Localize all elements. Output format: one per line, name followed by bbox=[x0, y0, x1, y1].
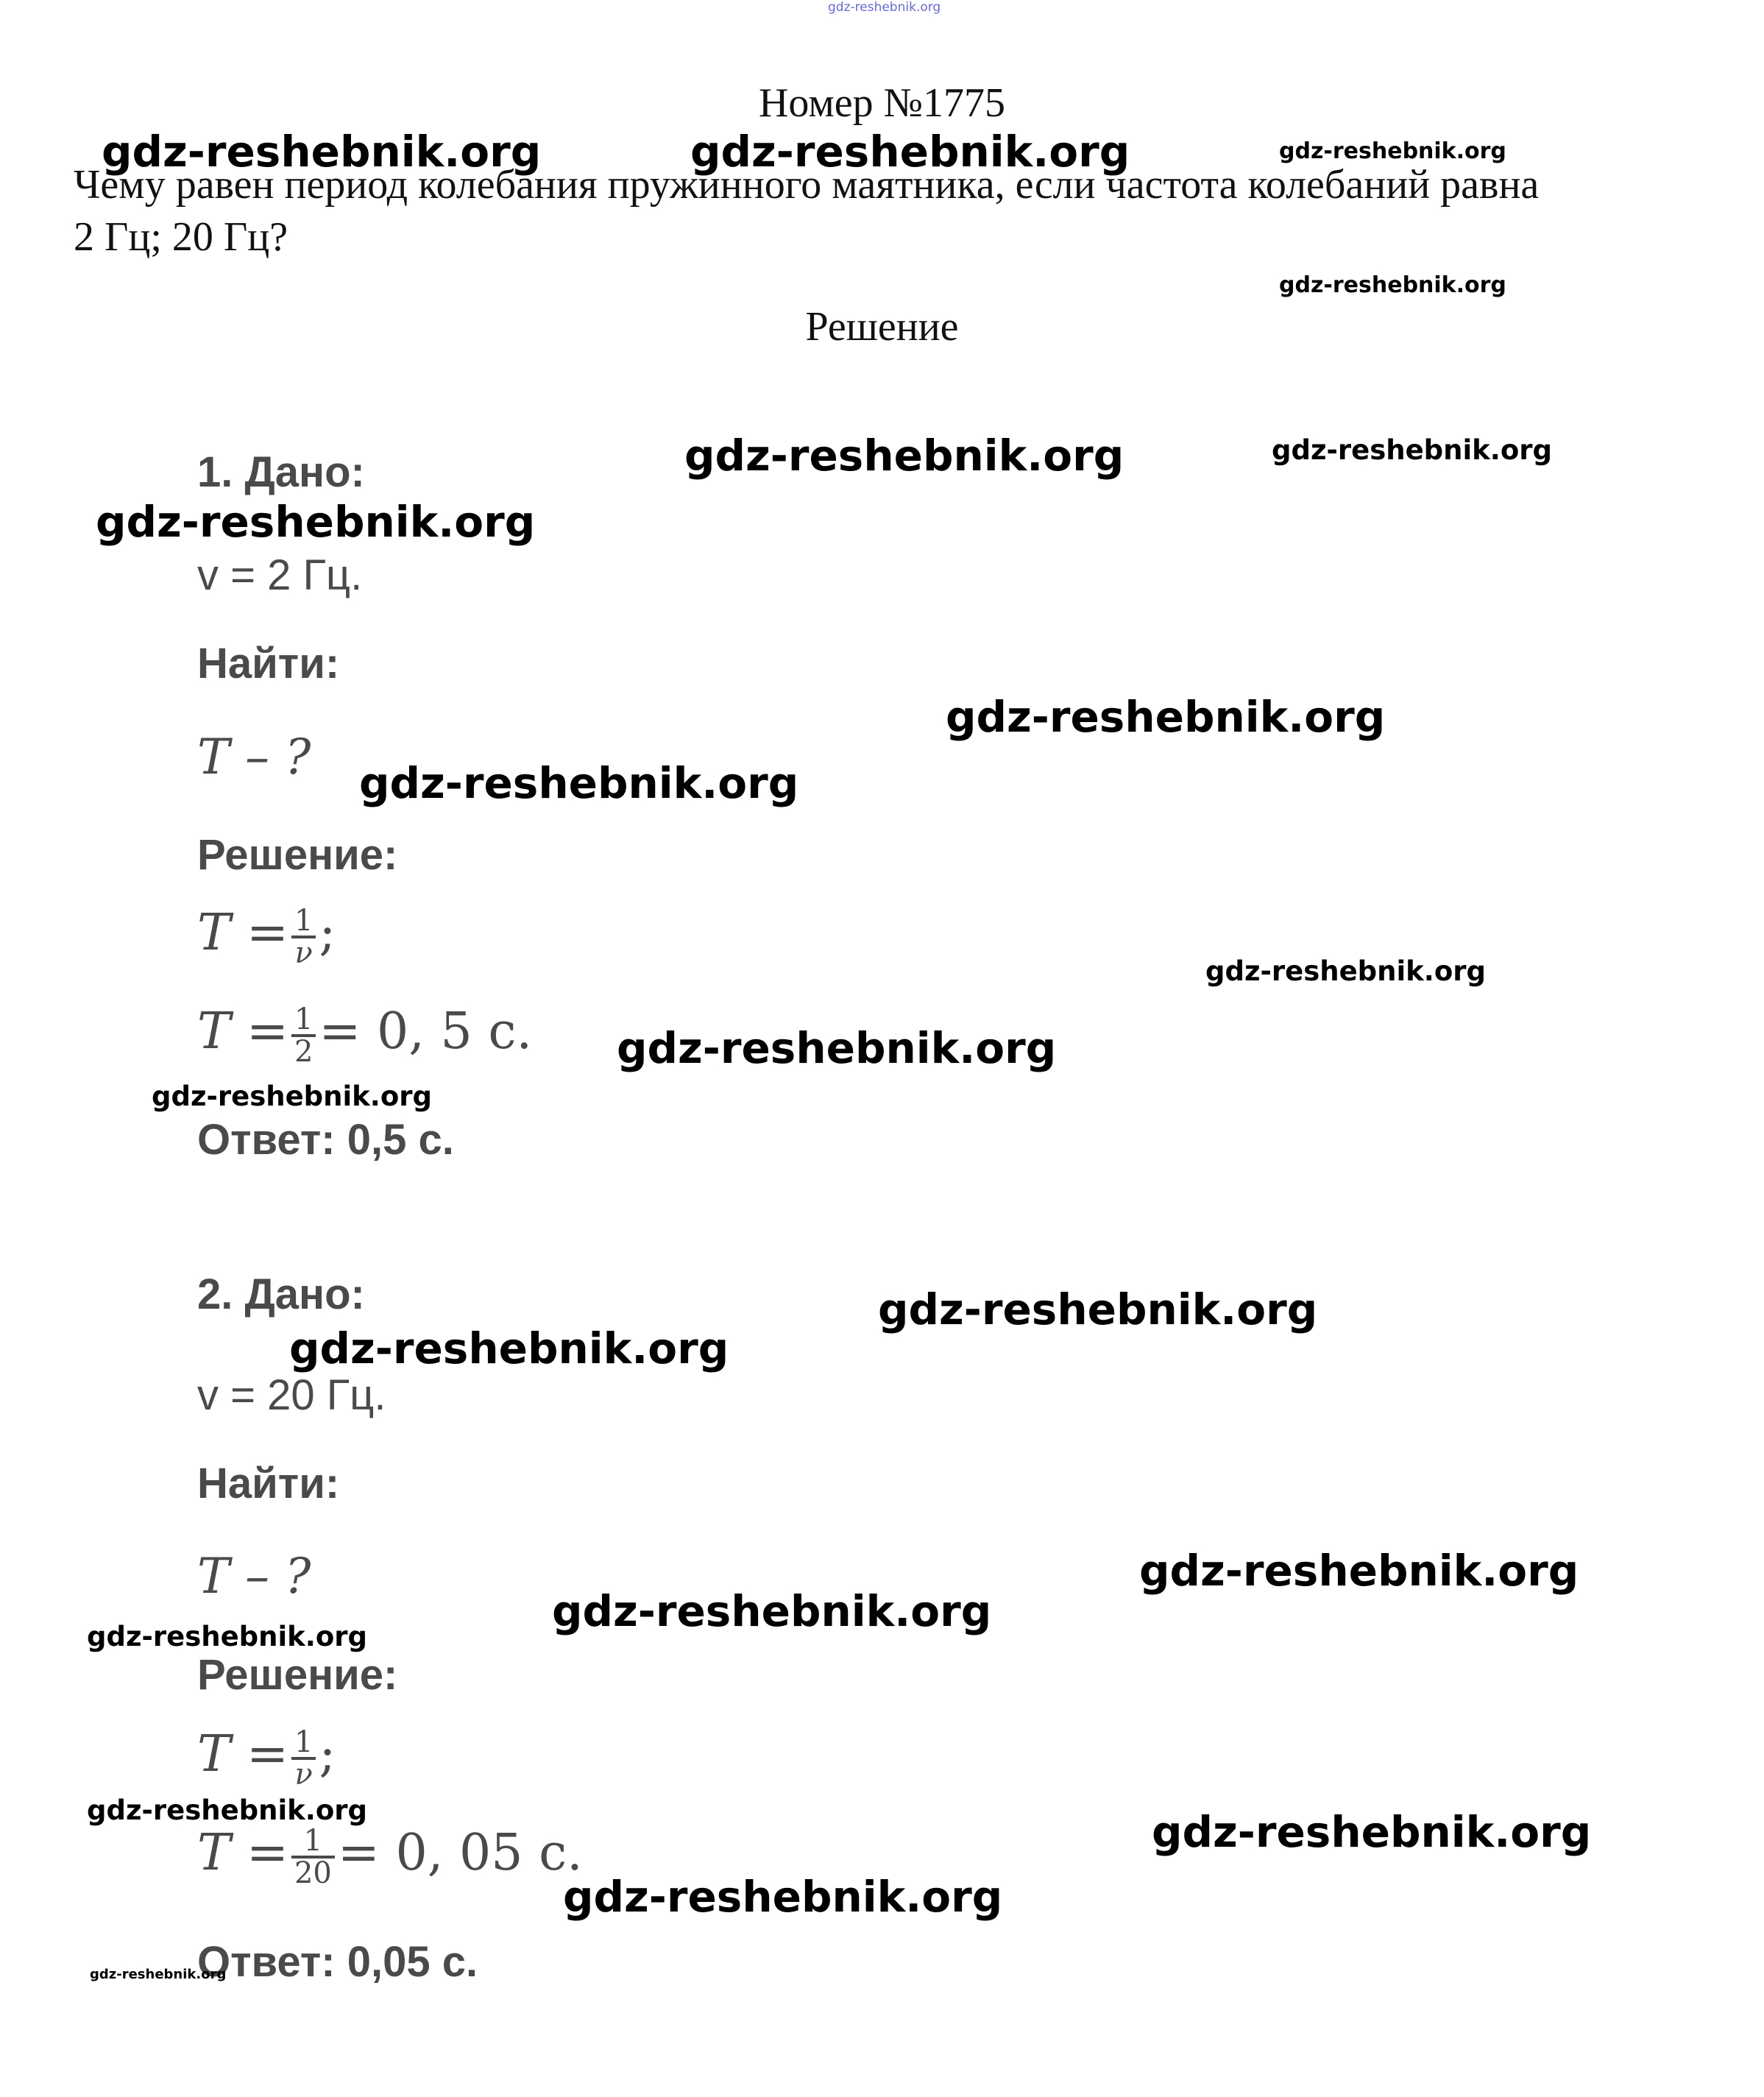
part2-formula bbox=[197, 1725, 336, 1792]
fraction-denominator: ν bbox=[294, 936, 313, 970]
fraction-denominator: 20 bbox=[294, 1856, 332, 1890]
part1-formula bbox=[197, 904, 336, 968]
calc-fraction bbox=[291, 1823, 335, 1890]
fraction-numerator: 1 bbox=[291, 1826, 335, 1859]
part1-given-value: v = 2 Гц. bbox=[197, 551, 363, 599]
part2-solution-label: Решение: bbox=[197, 1651, 398, 1699]
watermark: gdz-reshebnik.org bbox=[1152, 1807, 1592, 1857]
part1-calculation bbox=[197, 1002, 532, 1067]
part2-calculation bbox=[197, 1824, 583, 1888]
calc-lhs: T = bbox=[197, 1824, 288, 1882]
watermark: gdz-reshebnik.org bbox=[878, 1284, 1318, 1334]
formula-lhs: T = bbox=[197, 1725, 288, 1783]
part1-answer: Ответ: 0,5 с. bbox=[197, 1116, 454, 1164]
fraction-denominator: 2 bbox=[294, 1034, 314, 1069]
watermark: gdz-reshebnik.org bbox=[690, 127, 1130, 177]
fraction-numerator: 1 bbox=[291, 906, 316, 938]
watermark: gdz-reshebnik.org bbox=[684, 431, 1124, 481]
formula-fraction bbox=[291, 903, 316, 970]
part2-given-value: v = 20 Гц. bbox=[197, 1371, 386, 1419]
watermark: gdz-reshebnik.org bbox=[1279, 138, 1506, 164]
watermark: gdz-reshebnik.org bbox=[552, 1586, 992, 1636]
formula-lhs: T = bbox=[197, 904, 288, 962]
watermark: gdz-reshebnik.org bbox=[359, 758, 799, 808]
watermark: gdz-reshebnik.org bbox=[87, 1794, 367, 1826]
watermark: gdz-reshebnik.org bbox=[563, 1872, 1003, 1922]
fraction-denominator: ν bbox=[294, 1757, 313, 1792]
part1-find-label: Найти: bbox=[197, 640, 340, 687]
part2-find-label: Найти: bbox=[197, 1460, 340, 1507]
fraction-numerator: 1 bbox=[291, 1728, 316, 1760]
formula-fraction bbox=[291, 1725, 316, 1792]
top-watermark: gdz-reshebnik.org bbox=[828, 0, 941, 15]
watermark: gdz-reshebnik.org bbox=[87, 1621, 367, 1652]
watermark: gdz-reshebnik.org bbox=[1279, 272, 1506, 298]
part2-given-label: 2. Дано: bbox=[197, 1270, 365, 1318]
watermark: gdz-reshebnik.org bbox=[946, 692, 1386, 742]
watermark: gdz-reshebnik.org bbox=[90, 1967, 227, 1982]
watermark: gdz-reshebnik.org bbox=[1139, 1546, 1579, 1596]
watermark: gdz-reshebnik.org bbox=[102, 127, 542, 177]
formula-tail: ; bbox=[319, 1725, 336, 1783]
part1-solution-label: Решение: bbox=[197, 831, 398, 879]
watermark: gdz-reshebnik.org bbox=[289, 1323, 729, 1373]
formula-tail: ; bbox=[319, 904, 336, 962]
calc-fraction bbox=[291, 1002, 316, 1069]
problem-question: Чему равен период колебания пружинного маятника, если частота колебаний равна 2 Гц; 20 Гц? bbox=[74, 162, 1540, 260]
calc-result: = 0, 05 с. bbox=[337, 1824, 583, 1882]
solution-heading: Решение bbox=[805, 304, 959, 350]
watermark: gdz-reshebnik.org bbox=[152, 1081, 432, 1112]
fraction-numerator: 1 bbox=[291, 1005, 316, 1037]
watermark: gdz-reshebnik.org bbox=[96, 497, 536, 547]
part2-answer: Ответ: 0,05 с. bbox=[197, 1938, 478, 1986]
watermark: gdz-reshebnik.org bbox=[617, 1023, 1057, 1073]
part1-find-value: T – ? bbox=[197, 729, 311, 785]
watermark: gdz-reshebnik.org bbox=[1205, 955, 1486, 987]
page-title: Номер №1775 bbox=[758, 80, 1006, 126]
part1-given-label: 1. Дано: bbox=[197, 448, 365, 496]
watermark: gdz-reshebnik.org bbox=[1272, 434, 1552, 466]
calc-lhs: T = bbox=[197, 1002, 288, 1061]
calc-result: = 0, 5 с. bbox=[319, 1002, 533, 1061]
part2-find-value: T – ? bbox=[197, 1548, 311, 1605]
